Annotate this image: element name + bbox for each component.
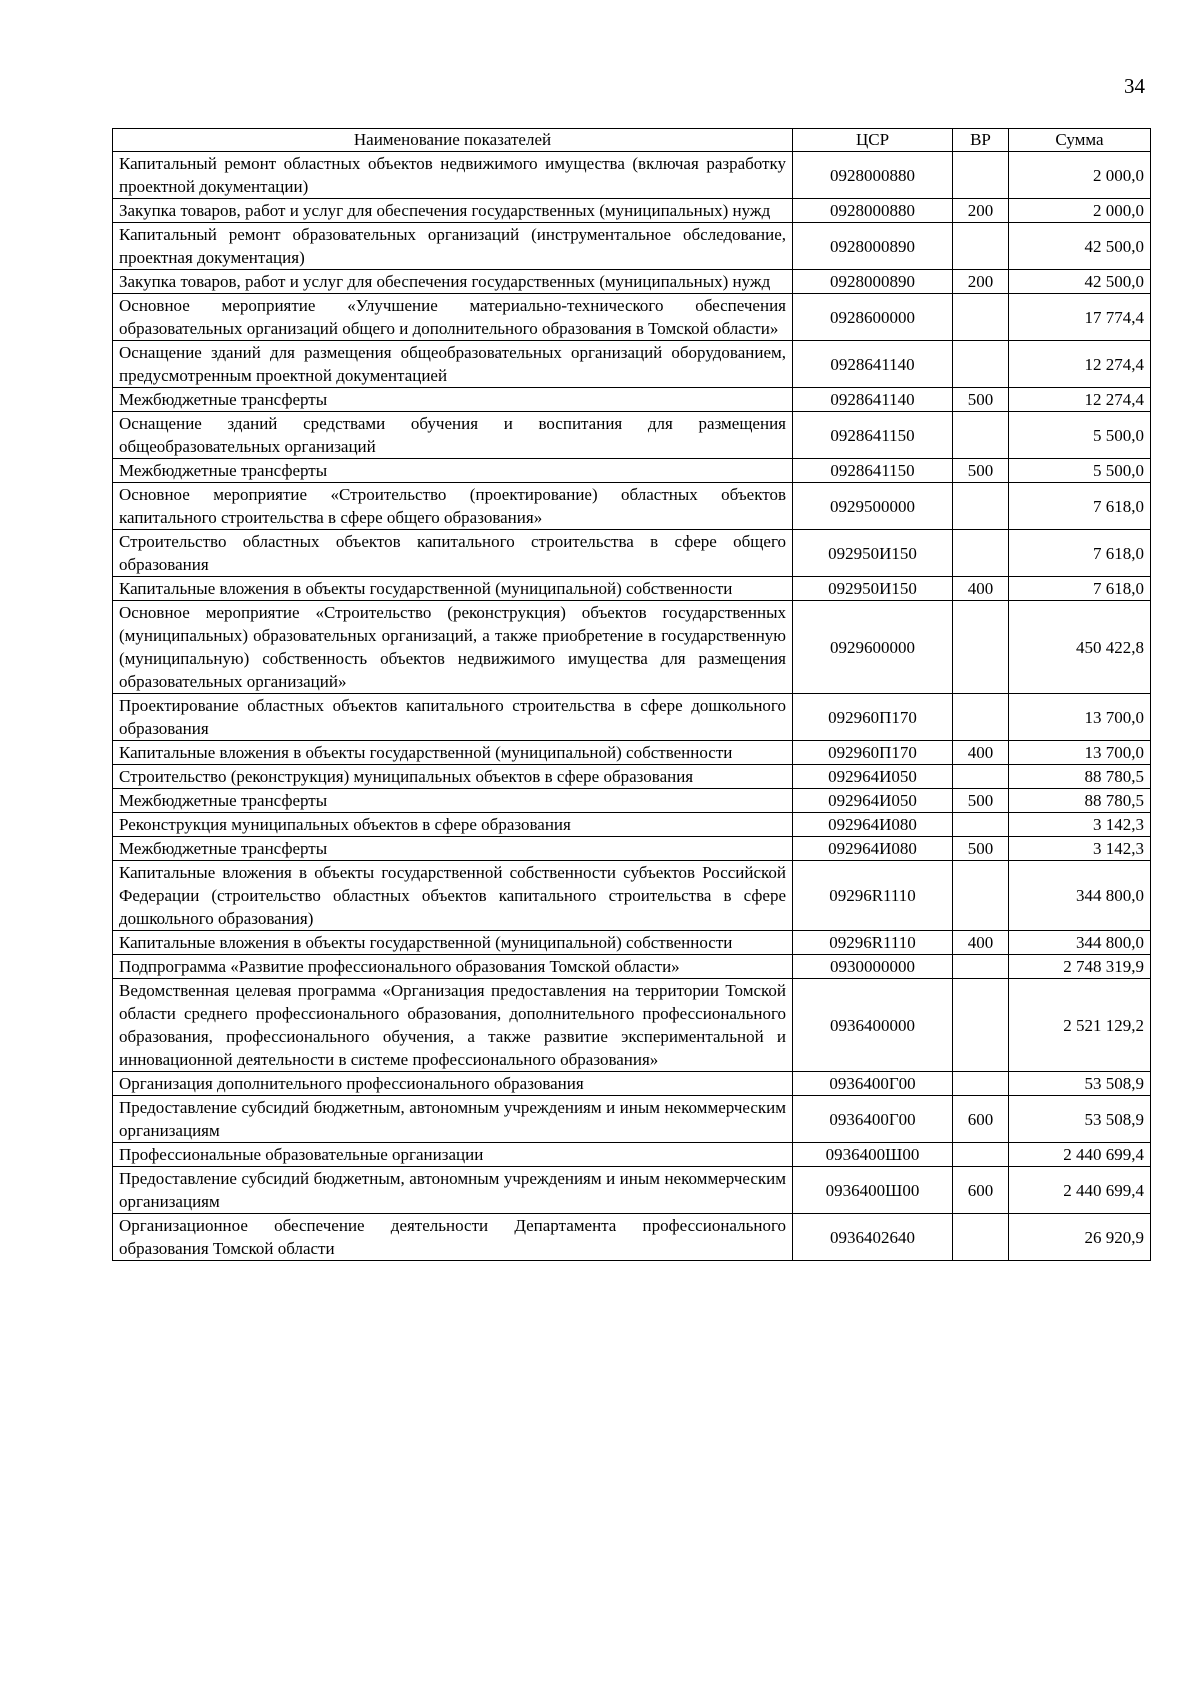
row-name: Оснащение зданий средствами обучения и воспитания для размещения общеобразовательных организаций [113,412,793,459]
row-csr: 0928000880 [793,152,953,199]
table-row [113,601,1151,694]
table-row [113,813,1151,837]
row-csr: 0936400Ш00 [793,1167,953,1214]
row-name: Основное мероприятие «Строительство (проектирование) областных объектов капитального строительства в сфере общего образования» [113,483,793,530]
row-vr [953,955,1009,979]
row-sum: 88 780,5 [1009,789,1151,813]
row-csr: 0928641150 [793,412,953,459]
row-csr: 0928000880 [793,199,953,223]
row-name: Межбюджетные трансферты [113,459,793,483]
row-sum: 12 274,4 [1009,388,1151,412]
row-csr: 0936402640 [793,1214,953,1261]
row-sum: 2 000,0 [1009,199,1151,223]
row-csr: 09296R1110 [793,931,953,955]
row-sum: 53 508,9 [1009,1096,1151,1143]
row-vr: 400 [953,931,1009,955]
table-row [113,1072,1151,1096]
row-name: Капитальный ремонт областных объектов недвижимого имущества (включая разработку проектной документации) [113,152,793,199]
row-name: Капитальные вложения в объекты государственной собственности субъектов Российской Федерации (строительство областных объектов капитального строительства в сфере дошкольного образования) [113,861,793,931]
row-name: Капитальные вложения в объекты государственной (муниципальной) собственности [113,931,793,955]
budget-table [112,128,1151,1261]
row-name: Капитальные вложения в объекты государственной (муниципальной) собственности [113,741,793,765]
row-name: Межбюджетные трансферты [113,837,793,861]
row-name: Реконструкция муниципальных объектов в сфере образования [113,813,793,837]
table-row [113,1143,1151,1167]
row-vr [953,530,1009,577]
row-csr: 092964И050 [793,789,953,813]
table-row [113,412,1151,459]
header-row [113,129,1151,152]
table-row [113,931,1151,955]
row-sum: 26 920,9 [1009,1214,1151,1261]
table-row [113,861,1151,931]
row-vr [953,813,1009,837]
table-row [113,459,1151,483]
row-csr: 0936400Г00 [793,1072,953,1096]
row-vr [953,412,1009,459]
row-vr [953,152,1009,199]
table-row [113,1096,1151,1143]
row-name: Межбюджетные трансферты [113,388,793,412]
row-csr: 092964И080 [793,837,953,861]
row-name: Капитальный ремонт образовательных организаций (инструментальное обследование, проектная документация) [113,223,793,270]
row-vr [953,1214,1009,1261]
row-name: Подпрограмма «Развитие профессионального образования Томской области» [113,955,793,979]
row-vr: 500 [953,789,1009,813]
row-vr [953,294,1009,341]
table-row [113,294,1151,341]
row-name: Строительство (реконструкция) муниципальных объектов в сфере образования [113,765,793,789]
row-vr [953,223,1009,270]
row-name: Основное мероприятие «Улучшение материально-технического обеспечения образовательных организаций общего и дополнительного образования в Томской области» [113,294,793,341]
table-row [113,765,1151,789]
row-csr: 092964И050 [793,765,953,789]
row-csr: 09296R1110 [793,861,953,931]
row-name: Ведомственная целевая программа «Организация предоставления на территории Томской области среднего профессионального образования, дополнительного профессионального образования, профессионального обучения, а также развитие экспериментальной и инновационной деятельности в системе профессионального образования» [113,979,793,1072]
row-name: Предоставление субсидий бюджетным, автономным учреждениям и иным некоммерческим организациям [113,1096,793,1143]
row-csr: 0928641140 [793,388,953,412]
row-sum: 2 440 699,4 [1009,1143,1151,1167]
table-row [113,577,1151,601]
header-sum: Сумма [1009,129,1151,152]
row-vr [953,483,1009,530]
table-row [113,979,1151,1072]
row-sum: 5 500,0 [1009,412,1151,459]
row-csr: 0928000890 [793,270,953,294]
row-vr: 500 [953,837,1009,861]
row-sum: 344 800,0 [1009,861,1151,931]
row-sum: 5 500,0 [1009,459,1151,483]
row-sum: 2 000,0 [1009,152,1151,199]
table-header [113,129,1151,152]
row-csr: 0929500000 [793,483,953,530]
row-sum: 3 142,3 [1009,837,1151,861]
table-row [113,199,1151,223]
row-csr: 0936400Г00 [793,1096,953,1143]
row-sum: 53 508,9 [1009,1072,1151,1096]
row-vr: 400 [953,577,1009,601]
row-sum: 17 774,4 [1009,294,1151,341]
row-vr [953,979,1009,1072]
row-sum: 7 618,0 [1009,530,1151,577]
row-sum: 2 748 319,9 [1009,955,1151,979]
row-sum: 2 440 699,4 [1009,1167,1151,1214]
row-csr: 0930000000 [793,955,953,979]
table-row [113,837,1151,861]
row-sum: 13 700,0 [1009,694,1151,741]
row-vr: 400 [953,741,1009,765]
row-sum: 42 500,0 [1009,223,1151,270]
table-row [113,388,1151,412]
row-sum: 450 422,8 [1009,601,1151,694]
row-name: Закупка товаров, работ и услуг для обеспечения государственных (муниципальных) нужд [113,199,793,223]
table-body [113,152,1151,1261]
page-number: 34 [1124,74,1145,98]
row-sum: 12 274,4 [1009,341,1151,388]
row-vr: 600 [953,1096,1009,1143]
row-sum: 88 780,5 [1009,765,1151,789]
row-csr: 0928641140 [793,341,953,388]
row-vr: 200 [953,270,1009,294]
table-row [113,741,1151,765]
table-row [113,1214,1151,1261]
table-row [113,1167,1151,1214]
row-name: Организационное обеспечение деятельности Департамента профессионального образования Томской области [113,1214,793,1261]
row-vr: 500 [953,459,1009,483]
row-csr: 0936400Ш00 [793,1143,953,1167]
row-name: Межбюджетные трансферты [113,789,793,813]
row-name: Строительство областных объектов капитального строительства в сфере общего образования [113,530,793,577]
row-name: Оснащение зданий для размещения общеобразовательных организаций оборудованием, предусмотренным проектной документацией [113,341,793,388]
row-csr: 092960П170 [793,694,953,741]
row-csr: 092950И150 [793,530,953,577]
row-csr: 092950И150 [793,577,953,601]
table-row [113,530,1151,577]
row-vr [953,341,1009,388]
row-sum: 2 521 129,2 [1009,979,1151,1072]
row-vr [953,694,1009,741]
row-csr: 0936400000 [793,979,953,1072]
row-vr: 600 [953,1167,1009,1214]
table-row [113,955,1151,979]
table-row [113,483,1151,530]
row-vr [953,765,1009,789]
row-vr: 200 [953,199,1009,223]
row-name: Профессиональные образовательные организации [113,1143,793,1167]
header-vr: ВР [953,129,1009,152]
row-vr [953,601,1009,694]
row-csr: 0928641150 [793,459,953,483]
row-name: Предоставление субсидий бюджетным, автономным учреждениям и иным некоммерческим организациям [113,1167,793,1214]
table-row [113,789,1151,813]
row-name: Закупка товаров, работ и услуг для обеспечения государственных (муниципальных) нужд [113,270,793,294]
row-csr: 0929600000 [793,601,953,694]
row-sum: 3 142,3 [1009,813,1151,837]
row-name: Проектирование областных объектов капитального строительства в сфере дошкольного образования [113,694,793,741]
row-vr [953,1143,1009,1167]
row-name: Капитальные вложения в объекты государственной (муниципальной) собственности [113,577,793,601]
row-vr [953,861,1009,931]
row-sum: 7 618,0 [1009,577,1151,601]
table-row [113,152,1151,199]
row-sum: 42 500,0 [1009,270,1151,294]
row-csr: 092960П170 [793,741,953,765]
row-sum: 344 800,0 [1009,931,1151,955]
table-row [113,341,1151,388]
row-vr: 500 [953,388,1009,412]
table-row [113,694,1151,741]
row-vr [953,1072,1009,1096]
row-sum: 13 700,0 [1009,741,1151,765]
row-csr: 0928000890 [793,223,953,270]
table-row [113,270,1151,294]
row-csr: 0928600000 [793,294,953,341]
row-name: Организация дополнительного профессионального образования [113,1072,793,1096]
header-csr: ЦСР [793,129,953,152]
row-csr: 092964И080 [793,813,953,837]
table-row [113,223,1151,270]
row-sum: 7 618,0 [1009,483,1151,530]
header-name: Наименование показателей [113,129,793,152]
row-name: Основное мероприятие «Строительство (реконструкция) объектов государственных (муниципальных) образовательных организаций, а также приобретение в государственную (муниципальную) собственность объектов недвижимого имущества для размещения образовательных организаций» [113,601,793,694]
